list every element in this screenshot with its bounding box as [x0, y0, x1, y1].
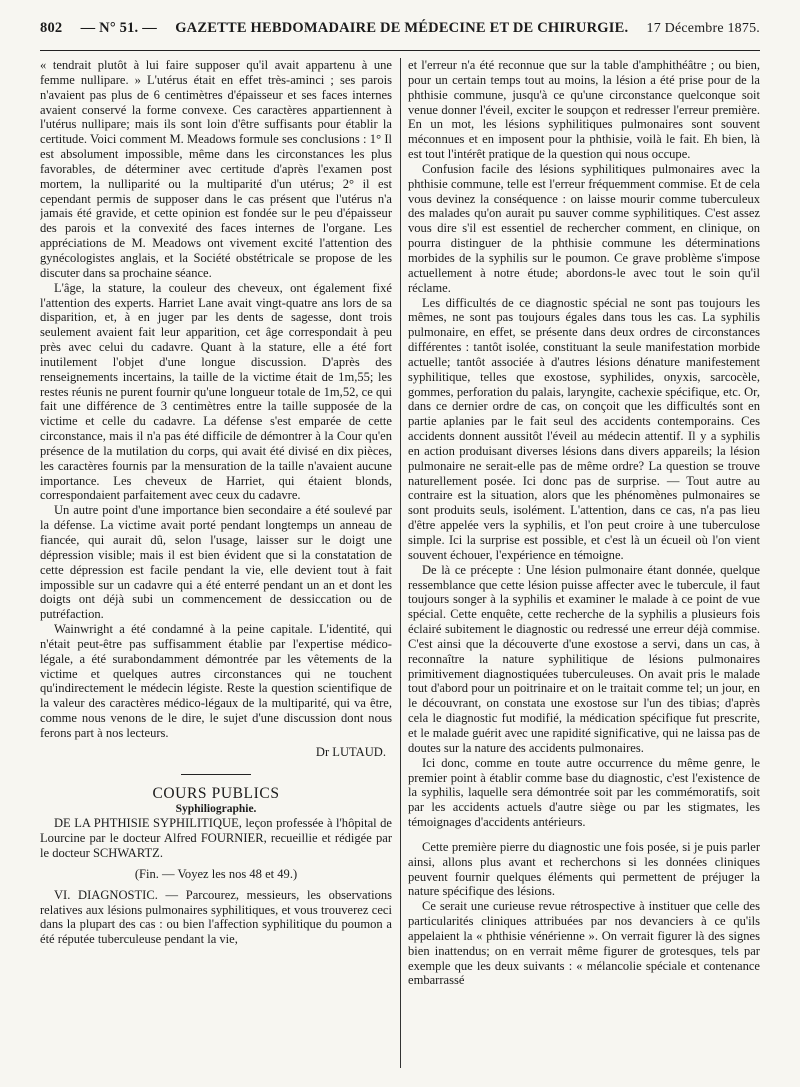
header-rule [40, 50, 760, 51]
section-subtitle: Syphiliographie. [175, 802, 257, 815]
paragraph: Wainwright a été condamné à la peine capitale. L'identité, qui n'était peut-être pas suffisamment établie par l'expertise médico-légale, a été surabondamment démontrée par les vêtements de la victime et quelques autres circonstances qui ne touchent qu'indirectement le médecin légiste. Reste la question scientifique de la valeur des caractères médico-légaux de la multiparité, qui va être, comme nous venons de le dire, le sujet d'une discussion dont nous ferons part à nos lecteurs. [40, 622, 392, 740]
paragraph: Un autre point d'une importance bien secondaire a été soulevé par la défense. La victime avait porté pendant longtemps un anneau de fiancée, qui aurait dû, selon l'usage, laisser sur le doigt une dépression visible; mais il est bien évident que si la constatation de cette dépression est facile pendant la vie, elle devient tout à fait impossible sur un cadavre qui a été enterré pendant un an et dont les doigts ont déjà subi un commencement de dessiccation ou de putréfaction. [40, 503, 392, 622]
section-separator [181, 774, 251, 775]
paragraph: Les difficultés de ce diagnostic spécial ne sont pas toujours les mêmes, ne sont pas toujours égales dans tous les cas. La syphilis pulmonaire, en effet, se présente dans deux ordres de circonstances différentes : tantôt isolée, constituant la seule manifestation morbide actuelle; tantôt associée à d'autres lésions dénature manifestement syphilitique, telles que exostose, syphilides, onyxis, sarcocèle, gommes, perforation du palais, laryngite, cachexie spécifique, etc. Or, dans ce dernier ordre de cas, on conçoit que les difficultés sont en partie aplanies par le fait seul des accidents contemporains. Ces accidents donnent aussitôt l'éveil au médecin attentif. Il y a syphilis en action produisant diverses lésions dans divers appareils; la lésion pulmonaire ne serait-elle pas de même ordre? La question se trouve naturellement posée. Ici donc pas de surprise. — Tout autre au contraire est la situation, alors que les phénomènes pulmonaires se sont produits seuls, isolément. L'attention, dans ce cas, n'a pas lieu d'être appelée vers la syphilis, et l'on peut croire à une tuberculose simple. Ici la surprise est possible, et c'est là un écueil où l'on vient souvent échouer, l'expérience en témoigne. [408, 295, 760, 562]
page-number: 802 [40, 20, 63, 36]
paragraph: « tendrait plutôt à lui faire supposer qu'il avait appartenu à une femme nullipare. » L'utérus était en effet très-aminci ; ses parois n'avaient pas plus de 6 centimètres d'épaisseur et ses faces internes avaient conservé la forme convexe. Ces caractères appartiennent à l'utérus nullipare; mais ils sont loin d'être suffisants pour établir la certitude. Voici comment M. Meadows formule ses conclusions : 1° Il est absolument impossible, même dans les circonstances les plus favorables, de déterminer avec certitude d'après l'examen post mortem, la nulliparité ou la multiparité d'un utérus; 2° il est cependant permis de supposer dans le cas présent que l'utérus n'a jamais été gravide, et cette opinion est fondée sur le peu d'épaisseur des parois et la convexité des faces internes de l'organe. Les appréciations de M. Meadows ont vivement excité l'attention des gynécologistes anglais, et la Société obstétricale se propose de les discuter dans sa prochaine séance. [40, 58, 392, 280]
left-column [40, 58, 392, 1068]
issue-date: 17 Décembre 1875. [646, 21, 760, 36]
author-signature: Dr LUTAUD. [315, 744, 386, 759]
paragraph: Confusion facile des lésions syphilitiques pulmonaires avec la phthisie commune, telle est l'erreur fréquemment commise. Et de cela vous devinez la conséquence : on laisse mourir comme tuberculeux des malades qu'on aurait pu sauver comme syphilitiques. C'est assez vous dire s'il est essentiel de rechercher comment, en clinique, on pourra distinguer de la phthisie commune les déterminations morbides de la syphilis sur le poumon. Ce grave problème s'impose actuellement à notre étude; abordons-le avec tout le soin qu'il réclame. [408, 161, 760, 295]
journal-title: GAZETTE HEBDOMADAIRE DE MÉDECINE ET DE CHIRURGIE. [175, 20, 629, 36]
section-title: COURS PUBLICS [152, 784, 280, 802]
page-header [40, 20, 760, 42]
issue-number: — N° 51. — [80, 20, 157, 36]
paragraph: VI. DIAGNOSTIC. — Parcourez, messieurs, les observations relatives aux lésions pulmonaires syphilitiques, et vous trouverez ceci dans la plupart des cas : ou bien l'affection syphilitique du poumon a été réputée tuberculeuse pendant la vie, [40, 887, 392, 947]
paragraph: De là ce précepte : Une lésion pulmonaire étant donnée, quelque ressemblance que cette lésion puisse affecter avec le tubercule, il faut toujours songer à la syphilis et examiner le malade à ce point de vue spécial. Cette enquête, cette recherche de la syphilis a plusieurs fois éclairé subitement le diagnostic ou redressé une erreur déjà commise. C'est ainsi que la découverte d'une exostose a servi, dans un cas, à reconnaître la nature syphilitique de lésions pulmonaires primitivement diagnostiquées tuberculeuses. On avait pris le malade tout d'abord pour un poitrinaire et on le traitait comme tel; un jour, en le découvrant, on constata une exostose sur l'un des tibias; d'après cela le diagnostic fut modifié, la médication spécifique fut prescrite, et le malade guérit avec une rapidité significative, qui ne laissa pas de doutes sur la nature des accidents pulmonaires. [408, 562, 760, 755]
paragraph-gap [408, 830, 760, 840]
column-rule [400, 58, 401, 1068]
lecture-intro: DE LA PHTHISIE SYPHILITIQUE, leçon professée à l'hôpital de Lourcine par le docteur Alfred FOURNIER, recueillie et rédigée par le docteur SCHWARTZ. [40, 816, 392, 861]
paragraph: et l'erreur n'a été reconnue que sur la table d'amphithéâtre ; ou bien, pour un certain temps tout au moins, la lésion a été prise pour de la phthisie commune, jusqu'à ce qu'une circonstance quelconque soit venue donner l'éveil, exciter le soupçon et redresser l'erreur première. En un mot, les lésions syphilitiques pulmonaires sont souvent méconnues et en imposent pour la phthisie, voilà le fait. Eh bien, là est tout l'intérêt pratique de la question qui nous occupe. [408, 58, 760, 162]
right-column [408, 58, 760, 1068]
paragraph: Ici donc, comme en toute autre occurrence du même genre, le premier point à établir comme base du diagnostic, c'est l'existence de la syphilis, laquelle sera démontrée soit par les commémoratifs, soit par les accidents actuels d'autre siège ou par les stigmates, les témoignages d'accidents antérieurs. [408, 755, 760, 830]
paragraph: Cette première pierre du diagnostic une fois posée, si je puis parler ainsi, allons plus avant et recherchons si les données cliniques peuvent fournir quelques éléments qui permettent de préjuger la nature spécifique des lésions. [408, 839, 760, 899]
paragraph: L'âge, la stature, la couleur des cheveux, ont également fixé l'attention des experts. Harriet Lane avait vingt-quatre ans lors de sa disparition, et, à en juger par les dents de sagesse, dont trois seulement avaient fait leur apparition, cet âge correspondait à peu près avec celui du cadavre. Quant à la stature, elle a été fort inutilement l'objet d'une longue discussion. D'après des renseignements incertains, la taille de la victime était de 1m,55; les restes réunis ne purent fournir qu'une longueur totale de 1m,52, ce qui fait une différence de 3 centimètres entre la taille supposée de la victime et celle du cadavre. La défense s'est emparée de cette circonstance, mais il n'a pas été difficile de démontrer à la Cour qu'en présence de la mutilation du corps, qui avait été divisé en dix pièces, les caractères fournis par la mensuration de la taille n'avaient aucune importance. Les cheveux de Harriet, qui étaient blonds, correspondaient parfaitement avec ceux du cadavre. [40, 280, 392, 503]
paragraph: Ce serait une curieuse revue rétrospective à instituer que celle des particularités cliniques attribuées par nos devanciers à ce qu'ils appelaient la « phthisie vénérienne ». On verrait figurer là des signes bien inattendus; on en verrait même figurer de grotesques, tels par exemple que les deux suivants : « mélancolie spéciale et contenance embarrassé [408, 899, 760, 988]
continuation-note: (Fin. — Voyez les nos 48 et 49.) [134, 866, 298, 881]
